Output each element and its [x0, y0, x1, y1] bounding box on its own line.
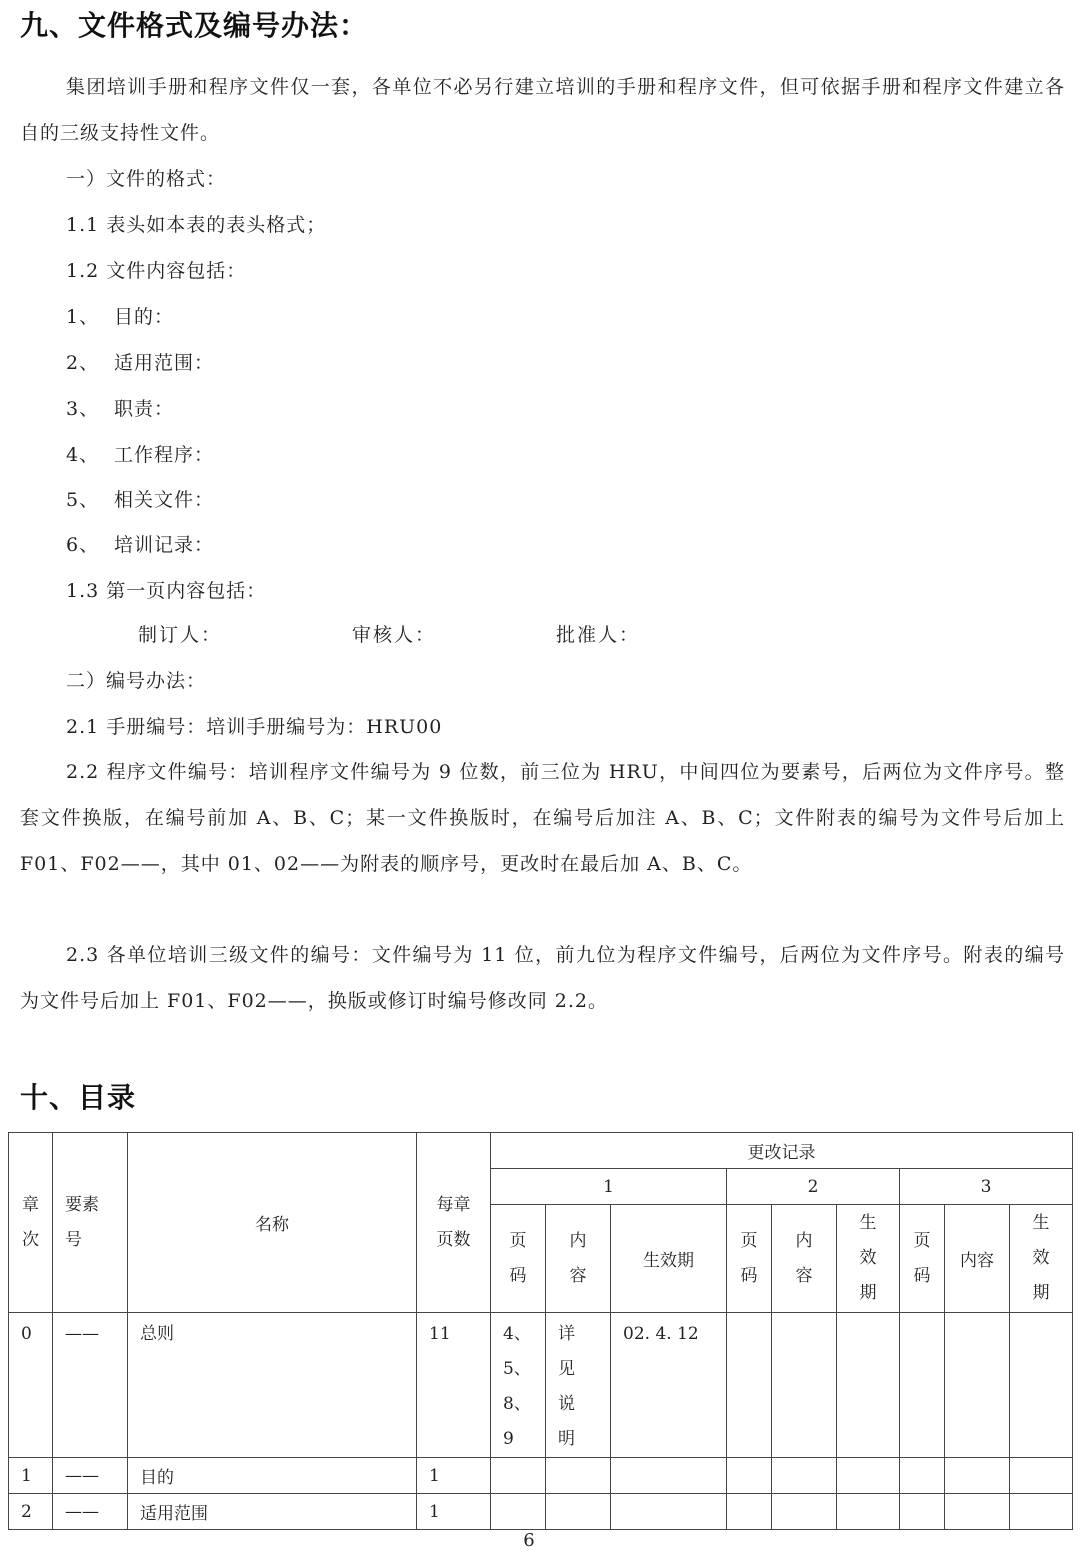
cell-name: 目的: [128, 1458, 417, 1494]
cell-empty: [1010, 1313, 1073, 1458]
cell-pages: 1: [417, 1494, 491, 1530]
header-g3-effective: 生 效 期: [1010, 1205, 1073, 1313]
header-group-3: 3: [900, 1169, 1073, 1205]
content-item-text: 职责：: [114, 398, 175, 420]
cell-element: ——: [53, 1458, 128, 1494]
header-g2-page: 页 码: [727, 1205, 772, 1313]
header-g1-page: 页 码: [491, 1205, 546, 1313]
content-item: [66, 386, 174, 432]
item-2-3: 2.3 各单位培训三级文件的编号：文件编号为 11 位，前九位为程序文件编号，后两位为文件序号。附表的编号为文件号后加上 F01、F02——，换版或修订时编号修改同 2.2。: [20, 944, 1065, 1012]
content-item-number: 5、: [66, 489, 100, 511]
cell-empty: [546, 1458, 611, 1494]
cell-empty: [772, 1313, 837, 1458]
cell-empty: [772, 1494, 837, 1530]
cell-empty: [900, 1494, 945, 1530]
cell-empty: [491, 1458, 546, 1494]
section-10-title: 十、目录: [20, 1081, 137, 1114]
cell-chapter: 2: [9, 1494, 53, 1530]
content-item: [66, 340, 214, 386]
table-row: [9, 1313, 1073, 1458]
item-1-2: 1.2 文件内容包括：: [66, 260, 247, 282]
cell-g1-effective: 02. 4. 12: [611, 1313, 727, 1458]
header-name: 名称: [128, 1133, 417, 1313]
cell-name: 适用范围: [128, 1494, 417, 1530]
header-row-1: [9, 1133, 1073, 1169]
item-2-2: 2.2 程序文件编号：培训程序文件编号为 9 位数，前三位为 HRU，中间四位为要素号，后两位为文件序号。整套文件换版，在编号前加 A、B、C；某一文件换版时，在编号后加注 A、B、C；文件附表的编号为文件号后加上 F01、F02——，其中 01、02——为附表的顺序号，更改时在最后加 A、B、C。: [20, 761, 1065, 875]
content-item: [66, 294, 174, 340]
table-row: [9, 1458, 1073, 1494]
content-item-number: 1、: [66, 306, 100, 328]
cell-name: 总则: [128, 1313, 417, 1458]
intro-paragraph: 集团培训手册和程序文件仅一套，各单位不必另行建立培训的手册和程序文件，但可依据手册和程序文件建立各自的三级支持性文件。: [20, 76, 1065, 144]
content-item: [66, 432, 214, 478]
cell-empty: [611, 1494, 727, 1530]
content-item: [66, 522, 214, 568]
cell-element: ——: [53, 1494, 128, 1530]
catalog-table: [8, 1132, 1073, 1530]
numbering-heading: 二）编号办法：: [66, 670, 207, 692]
cell-empty: [546, 1494, 611, 1530]
header-g1-effective: 生效期: [611, 1205, 727, 1313]
content-item-text: 目的：: [114, 306, 175, 328]
cell-empty: [1010, 1494, 1073, 1530]
header-chapter: 章 次: [9, 1133, 53, 1313]
cell-empty: [837, 1494, 900, 1530]
content-item-text: 工作程序：: [114, 444, 215, 466]
cell-empty: [900, 1458, 945, 1494]
header-g3-page: 页 码: [900, 1205, 945, 1313]
cell-empty: [945, 1494, 1010, 1530]
header-g3-content: 内容: [945, 1205, 1010, 1313]
item-2-1: 2.1 手册编号：培训手册编号为：HRU00: [66, 716, 443, 738]
item-1-1: 1.1 表头如本表的表头格式；: [66, 214, 327, 236]
format-heading: 一）文件的格式：: [66, 168, 227, 190]
signature-drafter: 制订人：: [138, 624, 223, 646]
header-group-2: 2: [727, 1169, 900, 1205]
cell-empty: [611, 1458, 727, 1494]
content-item-text: 相关文件：: [114, 489, 215, 511]
header-g1-content: 内 容: [546, 1205, 611, 1313]
cell-pages: 11: [417, 1313, 491, 1458]
cell-empty: [945, 1458, 1010, 1494]
cell-empty: [727, 1458, 772, 1494]
cell-empty: [727, 1494, 772, 1530]
cell-empty: [837, 1313, 900, 1458]
cell-chapter: 0: [9, 1313, 53, 1458]
content-item-number: 4、: [66, 444, 100, 466]
cell-element: ——: [53, 1313, 128, 1458]
cell-empty: [900, 1313, 945, 1458]
header-group-1: 1: [491, 1169, 727, 1205]
content-item-number: 2、: [66, 352, 100, 374]
cell-g1-page: 4、 5、 8、 9: [491, 1313, 546, 1458]
header-g2-content: 内 容: [772, 1205, 837, 1313]
cell-empty: [945, 1313, 1010, 1458]
cell-empty: [772, 1458, 837, 1494]
cell-chapter: 1: [9, 1458, 53, 1494]
header-element: 要素 号: [53, 1133, 128, 1313]
header-change-record: 更改记录: [491, 1133, 1073, 1169]
cell-empty: [727, 1313, 772, 1458]
content-item: [66, 477, 214, 523]
content-item-text: 培训记录：: [114, 534, 215, 556]
cell-empty: [837, 1458, 900, 1494]
content-item-number: 3、: [66, 398, 100, 420]
cell-pages: 1: [417, 1458, 491, 1494]
signature-approver: 批准人：: [556, 624, 641, 646]
cell-empty: [491, 1494, 546, 1530]
content-item-number: 6、: [66, 534, 100, 556]
table-row: [9, 1494, 1073, 1530]
signature-reviewer: 审核人：: [352, 624, 437, 646]
content-item-text: 适用范围：: [114, 352, 215, 374]
cell-g1-content: 详 见 说 明: [546, 1313, 611, 1458]
cell-empty: [1010, 1458, 1073, 1494]
item-1-3: 1.3 第一页内容包括：: [66, 580, 267, 602]
header-pages: 每章 页数: [417, 1133, 491, 1313]
page-number: 6: [523, 1530, 535, 1551]
section-9-title: 九、文件格式及编号办法：: [20, 9, 369, 42]
header-g2-effective: 生 效 期: [837, 1205, 900, 1313]
